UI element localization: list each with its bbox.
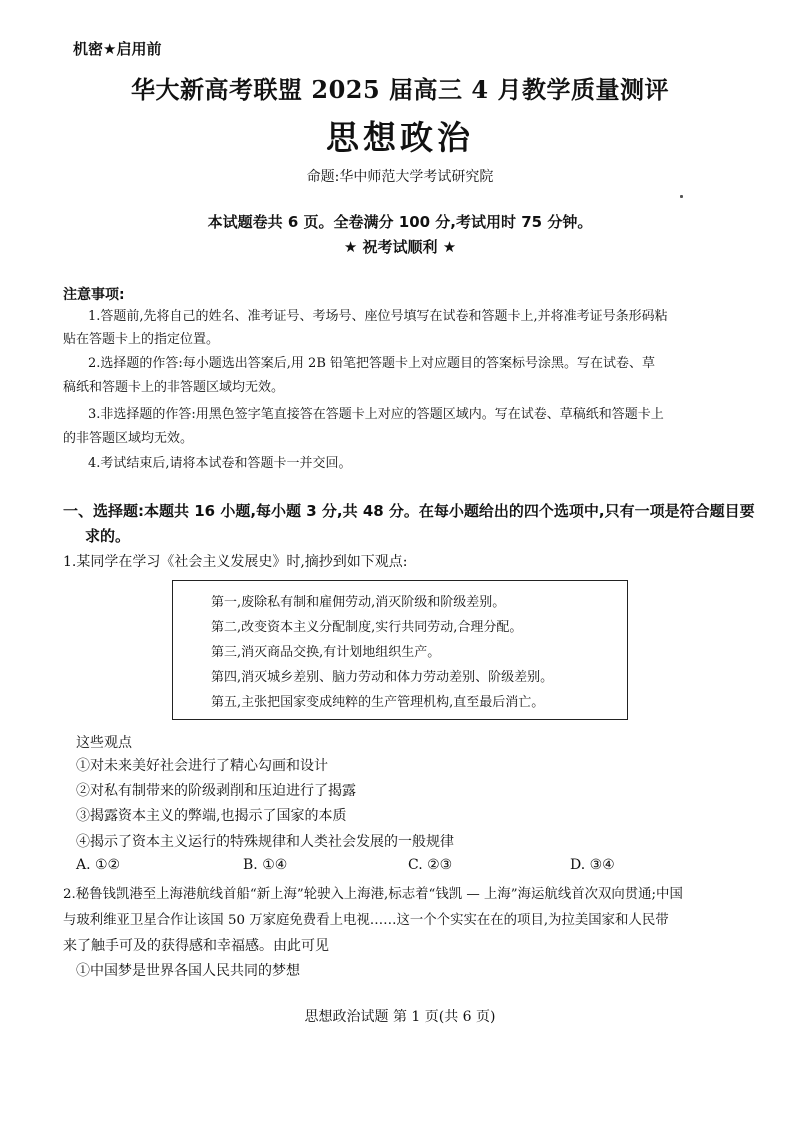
note-line: 的非答题区域均无效。 xyxy=(63,431,194,446)
note-line: 4.考试结束后,请将本试卷和答题卡一并交回。 xyxy=(88,456,352,471)
q1-option-b: B. ①④ xyxy=(243,857,288,873)
scan-speck xyxy=(680,195,683,198)
q1-lead: 这些观点 xyxy=(76,735,132,751)
q1-stem: 1.某同学在学习《社会主义发展史》时,摘抄到如下观点: xyxy=(63,554,408,570)
notes-heading: 注意事项: xyxy=(63,287,125,303)
q1-statement: ②对私有制带来的阶级剥削和压迫进行了揭露 xyxy=(76,783,356,799)
q1-quote-box xyxy=(172,580,628,720)
exam-title: 华大新高考联盟 2025 届高三 4 月教学质量测评 xyxy=(131,75,669,104)
wish-line: ★ 祝考试顺利 ★ xyxy=(343,238,457,256)
note-line: 贴在答题卡上的指定位置。 xyxy=(63,332,220,347)
q2-stem: 2.秘鲁钱凯港至上海港航线首船“新上海”轮驶入上海港,标志着“钱凯 — 上海”海运航线首次双向贯通;中国 xyxy=(63,887,683,902)
page-footer: 思想政治试题 第 1 页(共 6 页) xyxy=(304,1009,496,1025)
note-line: 1.答题前,先将自己的姓名、准考证号、考场号、座位号填写在试卷和答题卡上,并将准考证号条形码粘 xyxy=(88,309,668,324)
q1-option-c: C. ②③ xyxy=(408,857,453,873)
quote-line: 第四,消灭城乡差别、脑力劳动和体力劳动差别、阶级差别。 xyxy=(211,670,554,685)
q1-statement: ④揭示了资本主义运行的特殊规律和人类社会发展的一般规律 xyxy=(76,834,454,850)
q2-stem-cont: 来了触手可及的获得感和幸福感。由此可见 xyxy=(63,938,329,954)
author-line: 命题:华中师范大学考试研究院 xyxy=(306,169,494,185)
q1-statement: ③揭露资本主义的弊端,也揭示了国家的本质 xyxy=(76,808,347,824)
note-line: 3.非选择题的作答:用黑色签字笔直接答在答题卡上对应的答题区域内。写在试卷、草稿纸和答题卡上 xyxy=(88,407,664,422)
quote-line: 第二,改变资本主义分配制度,实行共同劳动,合理分配。 xyxy=(211,620,523,635)
section-heading: 一、选择题:本题共 16 小题,每小题 3 分,共 48 分。在每小题给出的四个选项中,只有一项是符合题目要 xyxy=(63,502,755,520)
quote-line: 第一,废除私有制和雇佣劳动,消灭阶级和阶级差别。 xyxy=(211,595,506,610)
q1-option-d: D. ③④ xyxy=(570,857,615,873)
q1-statement: ①对未来美好社会进行了精心勾画和设计 xyxy=(76,758,328,774)
exam-info: 本试题卷共 6 页。全卷满分 100 分,考试用时 75 分钟。 xyxy=(207,213,593,231)
quote-line: 第五,主张把国家变成纯粹的生产管理机构,直至最后消亡。 xyxy=(211,695,545,710)
q2-statement: ①中国梦是世界各国人民共同的梦想 xyxy=(76,963,300,979)
q2-stem-cont: 与玻利维亚卫星合作让该国 50 万家庭免费看上电视……这一个个实实在在的项目,为拉美国家和人民带 xyxy=(63,913,669,928)
quote-line: 第三,消灭商品交换,有计划地组织生产。 xyxy=(211,645,441,660)
confidential-mark: 机密★启用前 xyxy=(73,40,162,58)
section-heading-cont: 求的。 xyxy=(85,527,131,545)
note-line: 稿纸和答题卡上的非答题区域均无效。 xyxy=(63,380,285,395)
subject-title: 思想政治 xyxy=(326,118,474,157)
q1-option-a: A. ①② xyxy=(76,857,121,873)
note-line: 2.选择题的作答:每小题选出答案后,用 2B 铅笔把答题卡上对应题目的答案标号涂黑。写在试卷、草 xyxy=(88,356,656,371)
